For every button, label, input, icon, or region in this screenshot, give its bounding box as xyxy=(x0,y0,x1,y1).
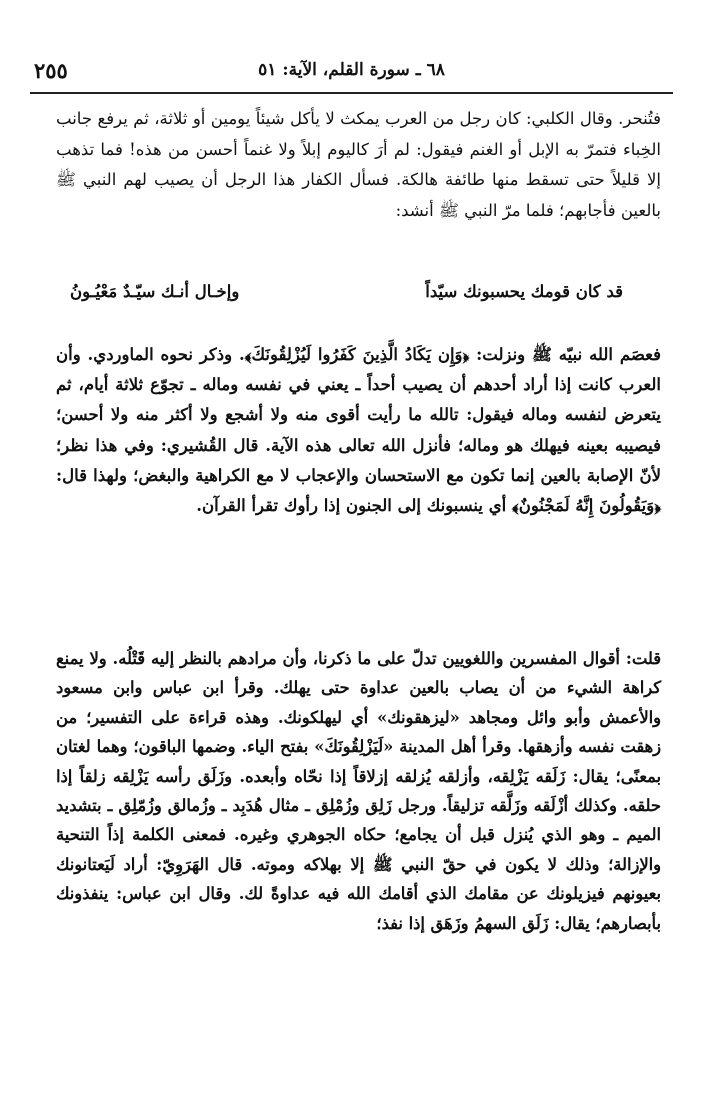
paragraph-1: فتُنحر. وقال الكلبي: كان رجل من العرب يمكث لا يأكل شيئاً يومين أو ثلاثة، ثم يرفع جانب الخِباء فتمرّ به الإبل أو الغنم فيقول: لم أرَ كاليوم إبلاً ولا غنماً أحسن من هذه! فما تذهب إلا قليلاً حتى تسقط منها طائفة هالكة. فسأل الكفار هذا الرجل أن يصيب لهم النبي ﷺ بالعين فأجابهم؛ فلما مرّ النبي ﷺ أنشد: xyxy=(56,109,661,220)
poem-verse xyxy=(70,282,623,301)
poem-hemistich-left: وإخـال أنـك سيّـدٌ مَعْيُـونُ xyxy=(70,282,240,301)
text-block-3 xyxy=(56,644,661,938)
running-title: ٦٨ ـ سورة القلم، الآية: ٥١ xyxy=(258,60,445,80)
paragraph-3: قلت: أقوال المفسرين واللغويين تدلّ على ما ذكرنا، وأن مرادهم بالنظر إليه قَتْلُه. ولا يمنع كراهة الشيء من أن يصاب بالعين عداوة حتى يهلك. وقرأ ابن عباس وابن مسعود والأعمش وأبو وائل ومجاهد «ليزهقونك» أي ليهلكونك. وهذه قراءة على التفسير؛ من زهقت نفسه وأزهقها. وقرأ أهل المدينة «لَيَزْلِقُونَكَ» بفتح الياء. وضمها الباقون؛ وهما لغتان بمعنًى؛ يقال: زَلَقه يَزْلِقه، وأزلقه يُزلقه إزلاقاً إذا نحّاه وأبعده. وزَلَق رأسه يَزْلِقه زلقاً إذا حلقه. وكذلك أزْلَقه وزَلَّقه تزليقاً. ورجل زَلِق وزُمْلِق ـ مثال هُدَبِد ـ وزُمالق وزُمّلِق ـ بتشديد الميم ـ وهو الذي يُنزل قبل أن يجامع؛ حكاه الجوهري وغيره. فمعنى الكلمة إذاً التنحية والإزالة؛ وذلك لا يكون في حقّ النبي ﷺ إلا بهلاكه وموته. قال الهَرَوِيّ: أراد لَيَعتانونك بعيونهم فيزيلونك عن مقامك الذي أقامك الله فيه عداوةً لك. وقال ابن عباس: ينفذونك بأبصارهم؛ يقال: زَلَق السهمُ وزَهَق إذا نفذ؛ xyxy=(56,649,661,933)
text-block-2 xyxy=(56,340,661,521)
page-header xyxy=(30,56,673,90)
header-rule xyxy=(30,92,673,94)
text-block-1 xyxy=(56,104,661,226)
poem-hemistich-right: قد كان قومك يحسبونك سيّداً xyxy=(425,282,623,301)
page-number: ٢٥٥ xyxy=(34,58,68,83)
paragraph-2: فعصَم الله نبيّه ﷺ ونزلت: ﴿وَإِن يَكَادُ الَّذِينَ كَفَرُوا لَيُزْلِقُونَكَ﴾. وذكر نحوه الماوردي. وأن العرب كانت إذا أراد أحدهم أن يصيب أحداً ـ يعني في نفسه وماله ـ تجوّع ثلاثة أيام، ثم يتعرض لنفسه وماله فيقول: تالله ما رأيت أقوى منه ولا أشجع ولا أكثر منه ولا أحسن؛ فيصيبه بعينه فيهلك هو وماله؛ فأنزل الله تعالى هذه الآية. قال القُشيري: وفي هذا نظر؛ لأنّ الإصابة بالعين إنما تكون مع الاستحسان والإعجاب لا مع الكراهية والبغض؛ ولهذا قال: ﴿وَيَقُولُونَ إِنَّهُ لَمَجْنُونٌ﴾ أي ينسبونك إلى الجنون إذا رأوك تقرأ القرآن. xyxy=(56,345,661,516)
